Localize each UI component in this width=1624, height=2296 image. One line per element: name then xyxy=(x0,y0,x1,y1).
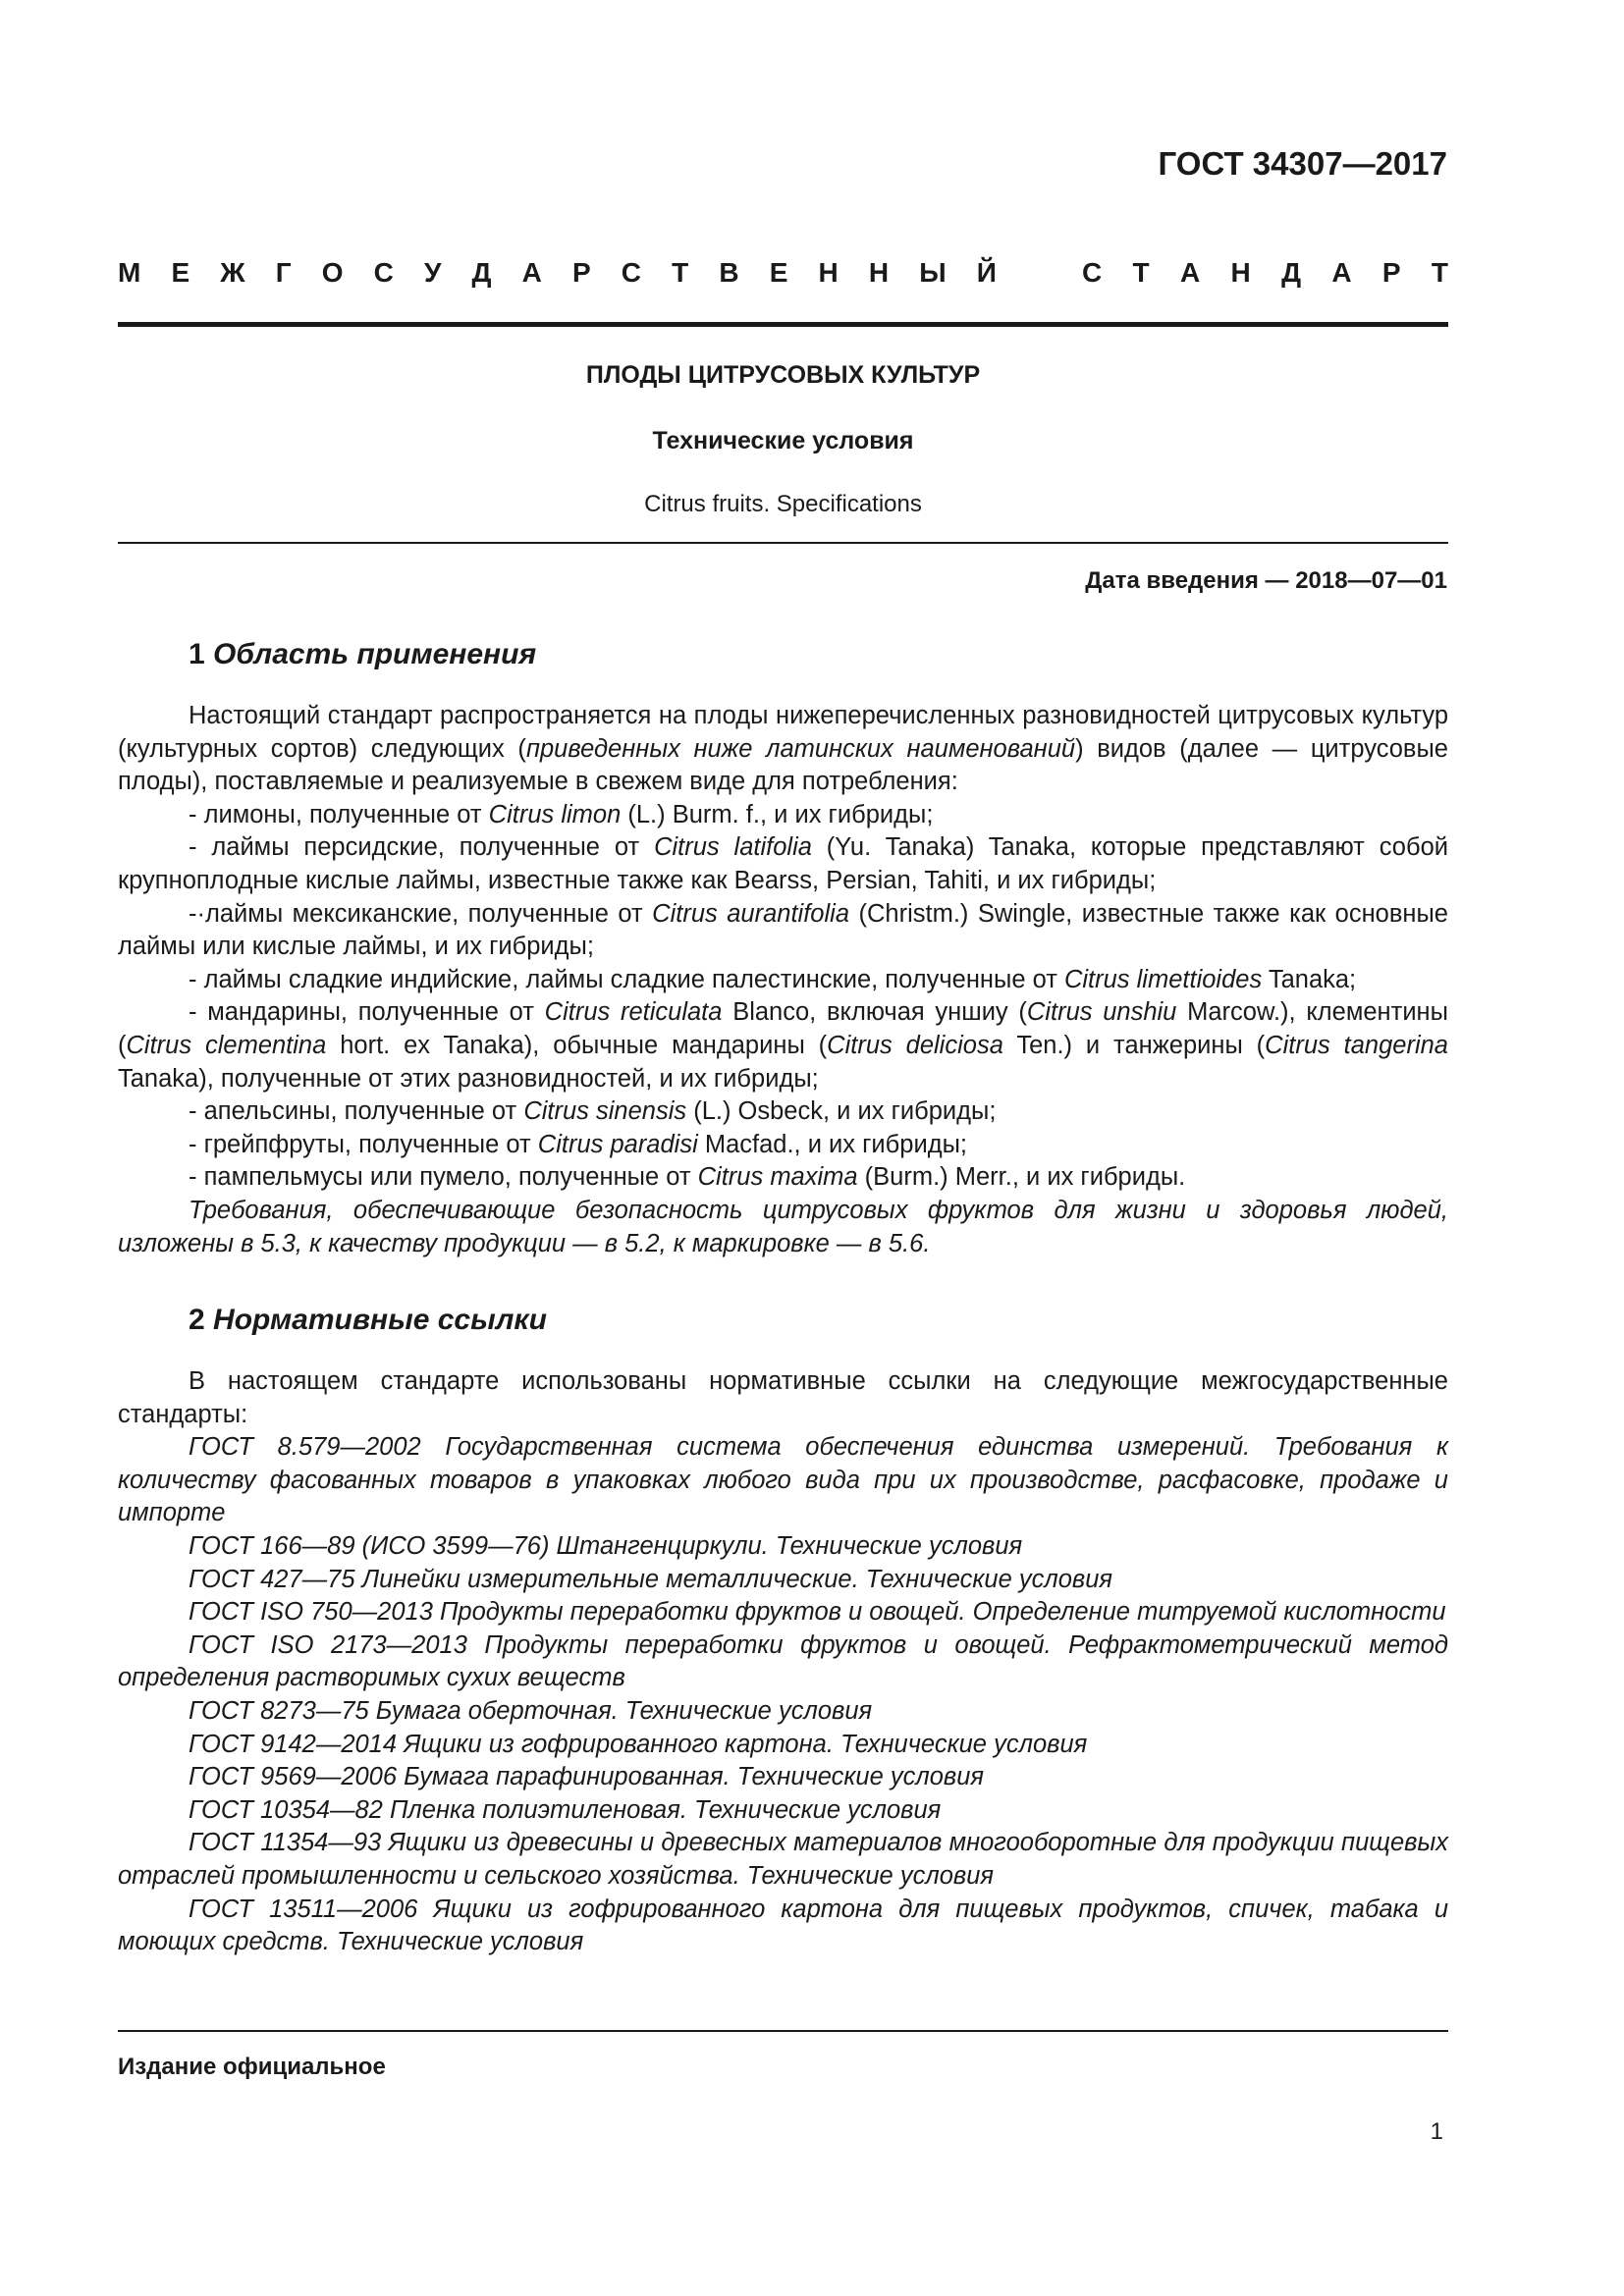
requirements-note: Требования, обеспечивающие безопасность цитрусовых фруктов для жизни и здоровья людей, изложены в 5.3, к качеству продукции — в 5.2, к маркировке — в 5.6. xyxy=(118,1196,1448,1257)
kind-w1-letter: Р xyxy=(571,257,591,288)
section-1-body xyxy=(118,700,1448,1260)
text-run: Ten.) и танжерины ( xyxy=(1002,1031,1266,1059)
text-run: (Burm.) Merr., и их гибриды. xyxy=(857,1163,1186,1192)
text-run: Marcow.), клементины ( xyxy=(118,998,1448,1059)
header-rule xyxy=(118,322,1448,327)
citrus-list-item xyxy=(118,996,1448,1095)
italic-text-run: Citrus limettioides xyxy=(1063,965,1263,993)
section-1-title: Область применения xyxy=(213,638,537,670)
kind-w1-letter: А xyxy=(521,257,542,288)
document-number: ГОСТ 34307—2017 xyxy=(1158,145,1447,182)
kind-w2-letter: А xyxy=(1179,257,1201,288)
section-2-number: 2 xyxy=(189,1304,205,1336)
text-run: - лаймы персидские, полученные от xyxy=(189,833,655,862)
kind-w1-letter: У xyxy=(423,257,442,288)
text-run: (L.) Osbeck, и их гибриды; xyxy=(686,1097,997,1126)
kind-w2-letter: А xyxy=(1331,257,1352,288)
reference-item: ГОСТ 166—89 (ИСО 3599—76) Штангенциркули. Технические условия xyxy=(189,1531,1023,1560)
citrus-list-item xyxy=(118,1095,1448,1129)
text-run: -·лаймы мексиканские, полученные от xyxy=(189,899,653,928)
kind-w1-letter: Е xyxy=(171,257,190,288)
text-run: Blanco, включая уншиу ( xyxy=(722,998,1027,1027)
text-run: (L.) Burm. f., и их гибриды; xyxy=(621,800,934,828)
kind-w1-letter: Д xyxy=(471,257,492,288)
text-run: - грейпфруты, полученные от xyxy=(189,1130,538,1158)
document-title: ПЛОДЫ ЦИТРУСОВЫХ КУЛЬТУР xyxy=(585,361,981,389)
section-2-heading xyxy=(189,1304,547,1337)
reference-item: ГОСТ 9142—2014 Ящики из гофрированного картона. Технические условия xyxy=(189,1730,1088,1758)
edition-label: Издание официальное xyxy=(118,2054,386,2080)
italic-text-run: Citrus sinensis xyxy=(523,1097,687,1126)
citrus-list-item xyxy=(118,831,1448,897)
reference-item: ГОСТ 11354—93 Ящики из древесины и древесных материалов многооборотные для продукции пищевых отраслей промышленности и сельского хозяйства. Технические условия xyxy=(118,1829,1448,1890)
kind-w1-letter: Е xyxy=(769,257,788,288)
section-1-number: 1 xyxy=(189,638,205,670)
kind-w1-letter: С xyxy=(373,257,394,288)
kind-w1-letter: Ы xyxy=(919,257,947,288)
italic-text-run: Citrus latifolia xyxy=(654,833,812,862)
italic-text-run: приведенных ниже латинских наименований xyxy=(525,734,1076,763)
text-run: - мандарины, полученные от xyxy=(189,998,545,1027)
page-number: 1 xyxy=(1430,2118,1443,2145)
citrus-list-item xyxy=(118,1129,1448,1162)
citrus-list xyxy=(118,799,1448,1195)
kind-w2-letter: Р xyxy=(1381,257,1401,288)
citrus-list-item xyxy=(118,1161,1448,1195)
italic-text-run: Citrus tangerina xyxy=(1265,1031,1448,1059)
text-run: Настоящий стандарт распространяется на плоды нижеперечисленных разновидностей цитрусовых культур (культурных сортов) следующих ( xyxy=(118,702,1448,763)
reference-item: ГОСТ 8273—75 Бумага оберточная. Технические условия xyxy=(189,1696,873,1725)
italic-text-run: Citrus clementina xyxy=(126,1031,327,1059)
kind-w1-letter: Ж xyxy=(220,257,245,288)
kind-w2-letter: Д xyxy=(1281,257,1302,288)
text-run: Macfad., и их гибриды; xyxy=(697,1130,968,1158)
kind-w2-letter: Н xyxy=(1230,257,1251,288)
standard-type-word-2 xyxy=(1082,257,1448,289)
kind-w1-letter: Н xyxy=(818,257,839,288)
reference-item: ГОСТ 13511—2006 Ящики из гофрированного картона для пищевых продуктов, спичек, табака и моющих средств. Технические условия xyxy=(118,1895,1448,1956)
introduction-date: Дата введения — 2018—07—01 xyxy=(1085,567,1447,594)
standard-type-word-1 xyxy=(118,257,997,289)
text-run: - лаймы сладкие индийские, лаймы сладкие палестинские, полученные от xyxy=(189,965,1064,993)
references-list xyxy=(118,1431,1448,1959)
text-run: Tanaka; xyxy=(1262,965,1357,993)
citrus-list-item xyxy=(118,964,1448,997)
english-title: Citrus fruits. Specifications xyxy=(644,491,922,517)
kind-w1-letter: Н xyxy=(868,257,890,288)
reference-item: ГОСТ 10354—82 Пленка полиэтиленовая. Технические условия xyxy=(189,1795,942,1824)
text-run: (Christm.) Swingle, известные также как основные лаймы или кислые лаймы, и их гибриды; xyxy=(118,899,1448,961)
scope-paragraph xyxy=(118,700,1448,799)
kind-w2-letter: Т xyxy=(1431,257,1448,288)
kind-w1-letter: С xyxy=(621,257,641,288)
italic-text-run: Citrus unshiu xyxy=(1026,998,1177,1027)
text-run: ) видов (далее — цитрусовые плоды), поставляемые и реализуемые в свежем виде для потребления: xyxy=(118,734,1448,796)
reference-item: ГОСТ ISO 2173—2013 Продукты переработки фруктов и овощей. Рефрактометрический метод определения растворимых сухих веществ xyxy=(118,1630,1448,1692)
italic-text-run: Citrus paradisi xyxy=(537,1130,698,1158)
text-run: hort. ex Tanaka), обычные мандарины ( xyxy=(326,1031,828,1059)
italic-text-run: Citrus aurantifolia xyxy=(652,899,849,928)
footer-rule xyxy=(118,2030,1448,2032)
kind-w1-letter: В xyxy=(719,257,739,288)
reference-item: ГОСТ 8.579—2002 Государственная система обеспечения единства измерений. Требования к количеству фасованных товаров в упаковках любого вида при их производстве, расфасовке, продаже и импорте xyxy=(118,1433,1448,1527)
reference-item: ГОСТ ISO 750—2013 Продукты переработки фруктов и овощей. Определение титруемой кислотности xyxy=(189,1598,1446,1627)
kind-w2-letter: С xyxy=(1082,257,1103,288)
italic-text-run: Citrus reticulata xyxy=(544,998,723,1027)
text-run: - апельсины, полученные от xyxy=(189,1097,524,1126)
reference-item: ГОСТ 9569—2006 Бумага парафинированная. Технические условия xyxy=(189,1763,985,1791)
title-rule xyxy=(118,542,1448,544)
kind-w1-letter: М xyxy=(118,257,141,288)
italic-text-run: Citrus deliciosa xyxy=(827,1031,1003,1059)
reference-item: ГОСТ 427—75 Линейки измерительные металлические. Технические условия xyxy=(189,1565,1113,1593)
kind-w1-letter: О xyxy=(321,257,344,288)
text-run: Tanaka), полученные от этих разновидностей, и их гибриды; xyxy=(118,1064,819,1093)
text-run: - лимоны, полученные от xyxy=(189,800,489,828)
section-2-title: Нормативные ссылки xyxy=(213,1304,547,1336)
standard-type-heading xyxy=(118,257,1448,289)
citrus-list-item xyxy=(118,799,1448,832)
kind-w1-letter: Т xyxy=(672,257,689,288)
kind-w1-letter: Й xyxy=(976,257,997,288)
references-intro: В настоящем стандарте использованы нормативные ссылки на следующие межгосударственные стандарты: xyxy=(118,1367,1448,1428)
text-run: - пампельмусы или пумело, полученные от xyxy=(189,1163,698,1192)
italic-text-run: Citrus limon xyxy=(488,800,622,828)
section-1-heading xyxy=(189,638,536,671)
kind-w2-letter: Т xyxy=(1132,257,1150,288)
citrus-list-item xyxy=(118,898,1448,964)
section-2-body xyxy=(118,1365,1448,1959)
document-subtitle: Технические условия xyxy=(652,427,914,454)
italic-text-run: Citrus maxima xyxy=(697,1163,858,1192)
text-run: (Yu. Tanaka) Tanaka, которые представляют собой крупноплодные кислые лаймы, известные также как Bearss, Persian, Tahiti, и их гибриды; xyxy=(118,833,1448,894)
kind-w1-letter: Г xyxy=(275,257,292,288)
